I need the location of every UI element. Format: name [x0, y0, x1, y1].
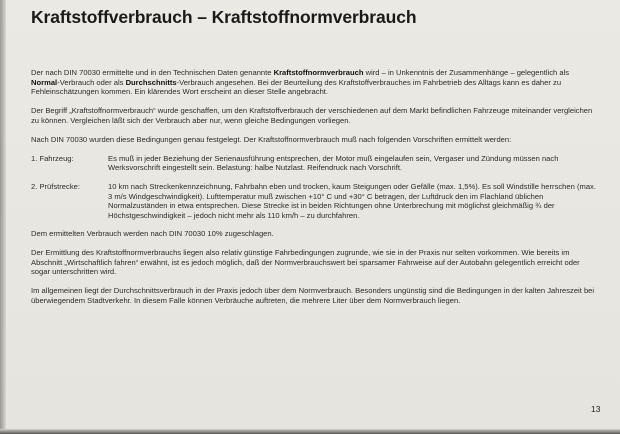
paragraph-average: Im allgemeinen liegt der Durchschnittsverbrauch in der Praxis jedoch über dem Normverbrauch. Besonders ungünstig sind die Bedingungen in der kalten Jahreszeit bei überwiegendem Stadtverkehr. In diesem Falle können Verbräuche auftreten, die mehrere Liter über dem Normverbrauch liegen. [31, 286, 595, 306]
page-title: Kraftstoffverbrauch – Kraftstoffnormverbrauch [31, 7, 417, 27]
list-description: Es muß in jeder Beziehung der Serienausführung entsprechen, der Motor muß eingelaufen sein, Vergaser und Zündung müssen nach Werksvorschrift eingestellt sein. Belastung: halbe Nutzlast. Reifendruck nach Vorschrift. [108, 153, 559, 173]
intro-text-3: -Verbrauch oder als [57, 77, 126, 87]
list-term: 1. Fahrzeug: [31, 153, 74, 163]
paragraph-conditions: Nach DIN 70030 wurden diese Bedingungen genau festgelegt. Der Kraftstoffnormverbrauch muß nach folgenden Vorschriften ermittelt werden: [31, 134, 512, 144]
paragraph-intro [31, 68, 597, 97]
term-kraftstoffnormverbrauch: Kraftstoffnormverbrauch [273, 68, 364, 77]
term-durchschnitts: Durchschnitts [125, 77, 177, 87]
list-term: 2. Prüfstrecke: [31, 181, 80, 191]
body-text [31, 68, 597, 315]
paragraph-practice: Der Ermittlung des Kraftstoffnormverbrauchs liegen also relativ günstige Fahrbedingungen zugrunde, wie sie in der Praxis nur selten vorkommen. Wie bereits im Abschnitt „Wirtschaftlich fahren“ erwähnt, ist es jedoch möglich, daß der Normverbrauchswert bei sparsamer Fahrweise auf der Autobahn gelegentlich erreicht oder sogar unterschritten wird. [31, 248, 580, 277]
list-item-pruefstrecke [31, 182, 597, 220]
intro-text-4: -Verbrauch angesehen. Bei der Beurteilung des Kraftstoffverbrauches im Fahrbetrieb des Alltags kann es daher zu Fehleinschätzungen kommen. Ein klärendes Wort erscheint an dieser Stelle angebracht. [31, 77, 562, 97]
term-normal: Normal [31, 77, 58, 87]
intro-text-1: Der nach DIN 70030 ermittelte und in den Technischen Daten genannte [31, 68, 274, 77]
list-description: 10 km nach Streckenkennzeichnung, Fahrbahn eben und trocken, kaum Steigungen oder Gefälle (max. 1,5%). Es soll Windstille herrschen (max. 3 m/s Windgeschwindigkeit). Lufttemperatur muß zwischen +10° C und +30° C betragen, der Luftdruck den im Flachland üblichen Normalzuständen in etwa entsprechen. Diese Strecke ist in beiden Richtungen ohne Unterbrechung mit möglichst gleichmäßig ¾ der Höchstgeschwindigkeit – jedoch nicht mehr als 110 km/h – zu durchfahren. [108, 181, 596, 220]
binding-shadow [0, 0, 6, 434]
page-number: 13 [591, 404, 601, 414]
page-bottom-edge [0, 429, 620, 434]
paragraph-definition: Der Begriff „Kraftstoffnormverbrauch“ wurde geschaffen, um den Kraftstoffverbrauch der verschiedenen auf dem Markt befindlichen Fahrzeuge miteinander vergleichen zu können. Vergleichen läßt sich der Verbrauch aber nur, wenn gleiche Bedingungen vorliegen. [31, 106, 593, 125]
list-item-fahrzeug [31, 154, 597, 173]
paragraph-surcharge: Dem ermittelten Verbrauch werden nach DIN 70030 10% zugeschlagen. [31, 229, 274, 239]
intro-text-2: wird – in Unkenntnis der Zusammenhänge – gelegentlich als [363, 68, 570, 77]
